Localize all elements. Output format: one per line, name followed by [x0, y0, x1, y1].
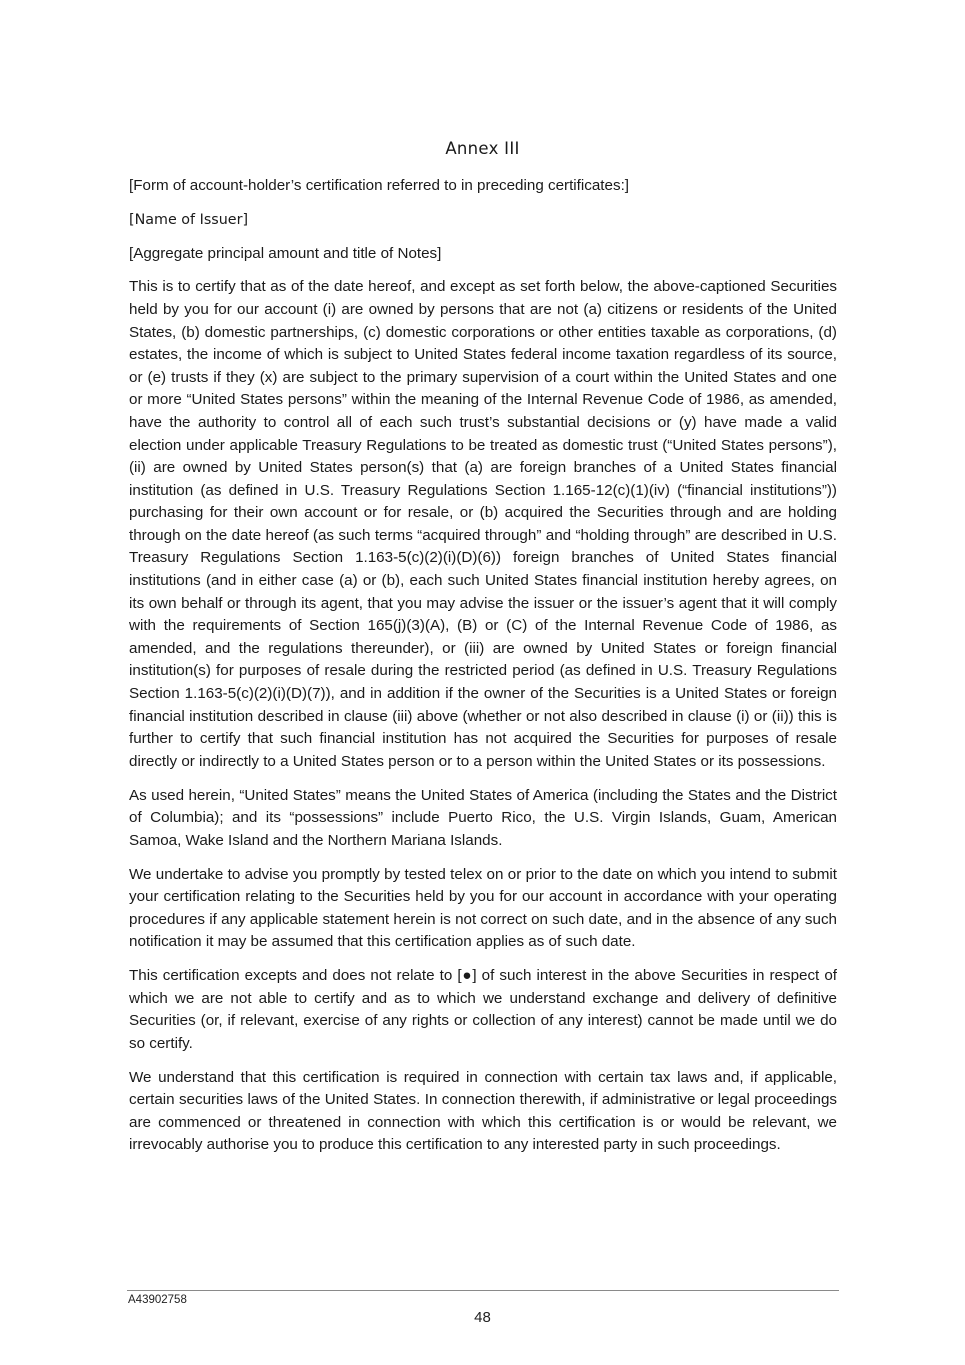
certification-paragraph: This is to certify that as of the date hereof, and except as set forth below, the above-captioned Securities held by you for our account (i) are owned by persons that are not (a) citizens or residents of the United States, (b) domestic partnerships, (c) domestic corporations or other entities taxable as corporations, (d) estates, the income of which is subject to United States federal income taxation regardless of its source, or (e) trusts if they (x) are subject to the primary supervision of a court within the United States and one or more “United States persons” within the meaning of the Internal Revenue Code of 1986, as amended, have the authority to control all of each such trust’s substantial decisions or (y) have made a valid election under applicable Treasury Regulations to be treated as domestic trust (“United States persons”), (ii) are owned by United States person(s) that (a) are foreign branches of a United States financial institution (as defined in U.S. Treasury Regulations Section 1.165-12(c)(1)(iv) (“financial institutions”)) purchasing for their own account or for resale, or (b) acquired the Securities through and are holding through on the date hereof (as such terms “acquired through” and “holding through” are described in U.S. Treasury Regulations Section 1.163-5(c)(2)(i)(D)(6)) foreign branches of United States financial institutions (and in either case (a) or (b), each such United States financial institution hereby agrees, on its own behalf or through its agent, that you may advise the issuer or the issuer’s agent that it will comply with the requirements of Section 165(j)(3)(A), (B) or (C) of the Internal Revenue Code of 1986, as amended, and the regulations thereunder), or (iii) are owned by United States or foreign financial institution(s) for purposes of resale during the restricted period (as defined in U.S. Treasury Regulations Section 1.163-5(c)(2)(i)(D)(7)), and in addition if the owner of the Securities is a United States or foreign financial institution described in clause (iii) above (whether or not also described in clause (i) or (ii)) this is further to certify that such financial institution has not acquired the Securities for purposes of resale directly or indirectly to a United States person or to a person within the United States or its possessions. [129, 278, 837, 770]
exception-paragraph: This certification excepts and does not relate to [●] of such interest in the above Securities in respect of which we are not able to certify and as to which we understand exchange and delivery of definitive Securities (or, if relevant, exercise of any rights or collection of any interest) cannot be made until we do so certify. [129, 967, 837, 1052]
authorisation-paragraph: We understand that this certification is required in connection with certain tax laws and, if applicable, certain securities laws of the United States. In connection therewith, if administrative or legal proceedings are commenced or threatened in connection with which this certification is or would be relevant, we irrevocably authorise you to produce this certification to any interested party in such proceedings. [129, 1068, 837, 1154]
form-reference: [Form of account-holder’s certification referred to in preceding certificates:] [129, 177, 630, 194]
issuer-name-placeholder: [Name of Issuer] [129, 211, 249, 228]
undertaking-paragraph: We undertake to advise you promptly by tested telex on or prior to the date on which you intend to submit your certification relating to the Securities held by you for our account in accordance with your operating procedures if any applicable statement herein is not correct on such date, and in the absence of any such notification it may be assumed that this certification applies as of such date. [129, 865, 837, 951]
notes-placeholder: [Aggregate principal amount and title of Notes] [129, 244, 442, 262]
footer-divider [127, 1290, 839, 1291]
definitions-paragraph: As used herein, “United States” means the United States of America (including the States and the District of Columbia); and its “possessions” include Puerto Rico, the U.S. Virgin Islands, Guam, American Samoa, Wake Island and the Northern Mariana Islands. [129, 786, 837, 849]
annex-title: Annex III [445, 139, 520, 158]
page-number: 48 [474, 1309, 491, 1326]
document-reference: A43902758 [128, 1294, 187, 1306]
document-body [129, 175, 837, 1168]
